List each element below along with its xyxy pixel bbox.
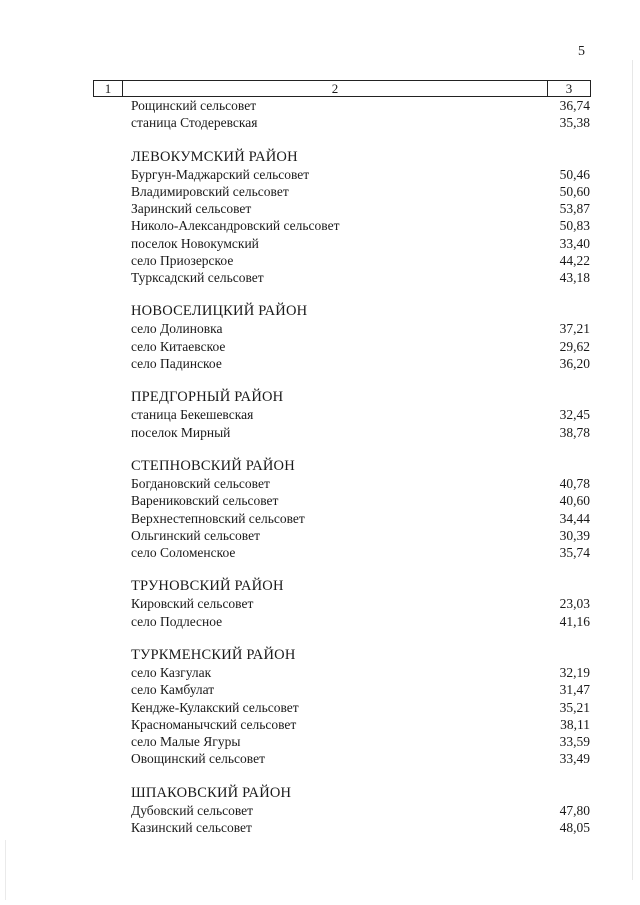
settlement-value: 29,62 [559,338,590,354]
table-row [0,716,640,733]
settlement-name: Кендже-Кулакский сельсовет [131,699,299,715]
section-spacer [0,630,640,647]
settlement-value: 33,49 [559,751,590,767]
table-row [0,200,640,217]
page-number: 5 [578,44,585,59]
table-row [0,183,640,200]
table-row [0,97,640,114]
settlement-value: 36,74 [559,98,590,113]
section-spacer [0,131,640,148]
settlement-value: 31,47 [559,682,590,698]
settlement-value: 53,87 [559,201,590,217]
settlement-value: 50,83 [559,218,590,234]
settlement-name: Красноманычский сельсовет [131,716,297,732]
table-row [0,802,640,819]
settlement-name: Николо-Александровский сельсовет [131,218,340,234]
table-row [0,750,640,767]
settlement-value: 47,80 [559,802,590,818]
section-spacer [0,372,640,389]
table-row [0,424,640,441]
district-title: ПРЕДГОРНЫЙ РАЙОН [131,389,284,406]
settlement-name: Овощинский сельсовет [131,751,265,767]
settlement-value: 43,18 [559,269,590,285]
settlement-name: Владимировский сельсовет [131,183,289,199]
settlement-value: 38,78 [559,424,590,440]
section-spacer [0,286,640,303]
table-row [0,217,640,234]
settlement-name: село Падинское [131,355,222,371]
table-row [0,681,640,698]
district-heading [0,578,640,595]
table-row [0,510,640,527]
settlement-name: село Казгулак [131,665,212,681]
settlement-name: Кировский сельсовет [131,596,254,612]
header-col-2: 2 [123,81,548,96]
settlement-name: Казинский сельсовет [131,819,252,835]
settlement-name: станица Бекешевская [131,407,254,423]
settlement-name: село Камбулат [131,682,215,698]
table-row [0,475,640,492]
settlement-name: поселок Мирный [131,424,231,440]
district-heading [0,785,640,802]
settlement-value: 37,21 [559,321,590,337]
settlement-name: Ольгинский сельсовет [131,527,260,543]
settlement-name: станица Стодеревская [131,115,258,131]
table-row [0,235,640,252]
district-title: ЛЕВОКУМСКИЙ РАЙОН [131,148,298,165]
district-title: ТУРКМЕНСКИЙ РАЙОН [131,647,296,663]
district-heading [0,458,640,475]
settlement-value: 33,59 [559,733,590,749]
table-row [0,819,640,836]
settlement-name: Заринский сельсовет [131,201,252,217]
section-spacer [0,441,640,458]
scan-left-line [5,840,6,900]
district-heading [0,303,640,320]
settlement-name: село Приозерское [131,252,234,268]
settlement-value: 35,21 [559,699,590,715]
table-row [0,544,640,561]
settlement-name: Дубовский сельсовет [131,802,254,818]
settlement-name: поселок Новокумский [131,235,259,251]
table-row [0,355,640,372]
settlement-value: 33,40 [559,235,590,251]
settlement-name: Бургун-Маджарский сельсовет [131,166,310,182]
table-row [0,406,640,423]
table-row [0,527,640,544]
table-row [0,320,640,337]
scan-edge-line [632,60,633,880]
settlement-value: 23,03 [559,596,590,612]
district-heading [0,389,640,406]
settlement-name: Верхнестепновский сельсовет [131,510,305,526]
settlement-value: 41,16 [559,613,590,629]
settlement-name: село Малые Ягуры [131,733,241,749]
table-row [0,114,640,131]
table-row [0,252,640,269]
header-col-1: 1 [94,81,123,96]
table-row [0,269,640,286]
table-row [0,595,640,612]
section-spacer [0,561,640,578]
settlement-value: 32,19 [559,665,590,681]
settlement-list [0,97,640,836]
settlement-value: 35,74 [559,544,590,560]
settlement-value: 50,46 [559,166,590,182]
settlement-name: село Подлесное [131,613,223,629]
table-row [0,664,640,681]
district-title: НОВОСЕЛИЦКИЙ РАЙОН [131,303,308,320]
district-title: ТРУНОВСКИЙ РАЙОН [131,578,284,595]
settlement-name: село Китаевское [131,338,226,354]
settlement-name: Турксадский сельсовет [131,269,264,285]
settlement-value: 35,38 [559,115,590,131]
settlement-name: Варениковский сельсовет [131,493,279,509]
header-col-3: 3 [565,81,573,96]
settlement-value: 40,78 [559,476,590,492]
section-spacer [0,767,640,784]
settlement-value: 40,60 [559,493,590,509]
table-row [0,733,640,750]
settlement-value: 50,60 [559,183,590,199]
district-heading [0,149,640,166]
district-title: ШПАКОВСКИЙ РАЙОН [131,784,292,801]
settlement-name: Рощинский сельсовет [131,98,257,113]
settlement-value: 32,45 [559,407,590,423]
table-row [0,492,640,509]
settlement-value: 38,11 [560,716,590,732]
settlement-value: 36,20 [559,355,590,371]
table-row [0,338,640,355]
table-row [0,699,640,716]
settlement-value: 48,05 [559,819,590,835]
table-header [93,80,591,97]
table-row [0,166,640,183]
district-heading [0,647,640,664]
settlement-name: село Долиновка [131,321,223,337]
table-row [0,613,640,630]
settlement-value: 34,44 [559,510,590,526]
settlement-name: село Соломенское [131,544,236,560]
settlement-value: 30,39 [559,527,590,543]
settlement-name: Богдановский сельсовет [131,476,270,492]
district-title: СТЕПНОВСКИЙ РАЙОН [131,457,295,474]
settlement-value: 44,22 [559,252,590,268]
